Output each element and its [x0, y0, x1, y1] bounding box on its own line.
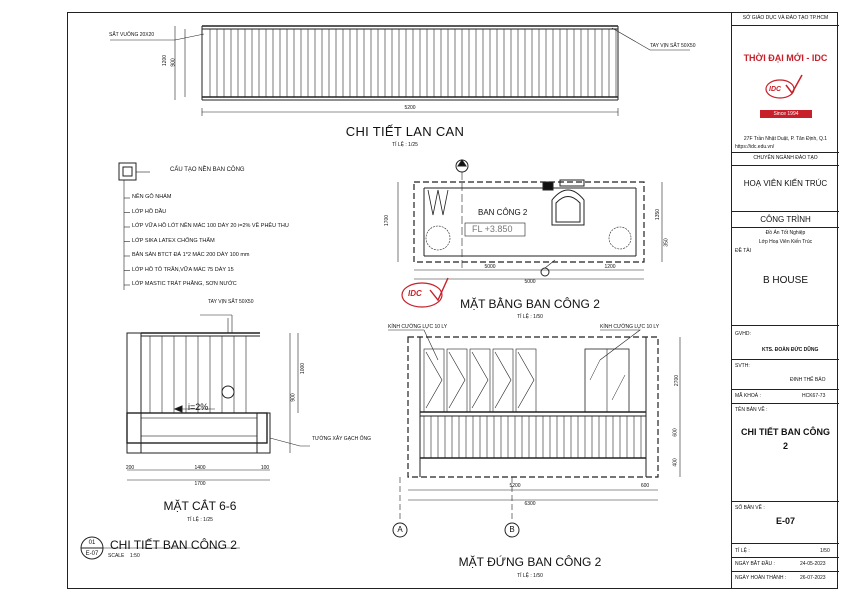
- elevation-scale: TỈ LỆ : 1/50: [517, 573, 543, 579]
- tb-sheetno: E-07: [775, 516, 795, 526]
- section-dim-right-2: 900: [290, 393, 297, 402]
- section-6-6: [127, 315, 310, 480]
- plan-dim-bottom-2: 1200: [604, 264, 616, 270]
- floor-layer-item: NỀN GỖ NHÁM: [132, 194, 172, 200]
- railing-dim-length: 5200: [404, 105, 416, 111]
- tb-end-label: NGÀY HOÀN THÀNH :: [735, 575, 787, 581]
- plan-dim-left: 1700: [384, 214, 391, 227]
- plan-level: FL +3.850: [472, 224, 513, 234]
- section-dim-2: 1400: [194, 465, 206, 471]
- plan-dim-total: 5000: [524, 279, 536, 285]
- plan-dim-right-1: 1350: [655, 208, 662, 221]
- glass-panel: [447, 349, 467, 412]
- tb-school: THỜI ĐẠI MỚI - IDC: [743, 53, 828, 63]
- railing-scale: TỈ LỆ : 1/25: [392, 142, 418, 148]
- elevation-dim-right-3: 400: [672, 458, 679, 467]
- tb-topic-label: ĐỀ TÀI: [735, 248, 752, 254]
- plan-dim-right-2: 350: [663, 238, 670, 247]
- detail-tag-sheet: E-07: [85, 551, 99, 557]
- tb-sheetno-label: SỐ BẢN VẼ :: [735, 505, 765, 511]
- detail-tag-scale-label: SCALE: [108, 553, 125, 559]
- floor-layer-item: LỚP HỒ TÔ TRẦN,VỮA MÁC 75 DÀY 15: [132, 266, 234, 273]
- section-note-side: TƯỜNG XÂY GẠCH ỐNG: [312, 436, 372, 442]
- railing-note-left: SẮT VUÔNG 20X20: [109, 32, 155, 38]
- title-block: [731, 12, 838, 589]
- tb-gvhd: KTS. ĐOÀN ĐỨC DŨNG: [762, 347, 819, 353]
- plan-logo: IDC: [408, 289, 422, 298]
- tb-department: SỞ GIÁO DỤC VÀ ĐÀO TẠO TP.HCM: [742, 15, 829, 21]
- tb-topic: B HOUSE: [762, 275, 808, 286]
- tb-svth-label: SVTH:: [735, 363, 750, 369]
- section-note-top: TAY VỊN SẮT 50X50: [208, 299, 254, 305]
- elevation-dim-right-2: 600: [672, 428, 679, 437]
- glass-swing-mark: [472, 352, 488, 408]
- floor-layer-item: BẢN SÀN BTCT ĐÁ 1*2 MÁC 200 DÀY 100 mm: [132, 252, 250, 258]
- elevation-dim-1: 5200: [509, 483, 521, 489]
- elevation-title: MẶT ĐỨNG BAN CÔNG 2: [458, 555, 602, 569]
- glass-swing-mark: [495, 352, 511, 408]
- glass-panel: [470, 349, 490, 412]
- tb-start: 24-05-2023: [800, 561, 826, 567]
- section-dim-total: 1700: [194, 481, 206, 487]
- railing-dim-h1: 1200: [162, 54, 169, 67]
- axis-a: A: [397, 525, 403, 534]
- elevation-dim-total: 6300: [524, 501, 536, 507]
- plan-title: MẶT BẰNG BAN CÔNG 2: [460, 297, 600, 311]
- section-scale: TỈ LỆ : 1/25: [187, 517, 213, 523]
- tb-address: 27F Trần Nhật Duật, P. Tân Định, Q.1: [743, 136, 828, 142]
- floor-layers-title: CẤU TẠO NỀN BAN CÔNG: [170, 167, 245, 173]
- elevation-note-left: KÍNH CƯỜNG LỰC 10 LY: [388, 324, 448, 330]
- plan-room-label: BAN CÔNG 2: [478, 208, 528, 217]
- section-dim-1: 200: [125, 465, 135, 471]
- tb-start-label: NGÀY BẮT ĐẦU :: [735, 561, 775, 567]
- railing-elevation: [110, 26, 690, 116]
- railing-note-right: TAY VỊN SẮT 50X50: [650, 43, 696, 49]
- tb-svth: ĐINH THẾ BẢO: [790, 377, 826, 383]
- balcony-plan: [398, 160, 662, 279]
- tb-gvhd-label: GVHD:: [735, 331, 751, 337]
- tb-logo: IDC: [769, 86, 782, 93]
- floor-layer-item: LỚP HỒ DẦU: [132, 208, 167, 215]
- plan-scale: TỈ LỆ : 1/50: [517, 314, 543, 320]
- glass-swing-mark: [449, 352, 465, 408]
- elevation-note-right: KÍNH CƯỜNG LỰC 10 LY: [600, 324, 660, 330]
- section-title: MẶT CẮT 6-6: [163, 499, 237, 513]
- floor-layer-item: LỚP SIKA LATEX CHỐNG THẤM: [132, 237, 215, 244]
- tb-logo-mark: [732, 67, 839, 107]
- tb-drawing-label: TÊN BẢN VẼ :: [735, 407, 768, 413]
- tb-drawing-line1: CHI TIẾT BAN CÔNG: [741, 427, 830, 437]
- glass-swing-mark: [518, 352, 534, 408]
- tb-project-label: CÔNG TRÌNH: [760, 215, 811, 224]
- section-slope: i=2%: [188, 402, 209, 412]
- axis-b: B: [509, 525, 515, 534]
- railing-dim-h2: 900: [170, 58, 177, 67]
- tb-makhoa: HCK67-73: [802, 393, 826, 399]
- plan-dim-bottom-1: 5000: [484, 264, 496, 270]
- railing-title: CHI TIẾT LAN CAN: [345, 124, 465, 139]
- section-dim-3: 100: [260, 465, 270, 471]
- tb-program-label: CHUYÊN NGÀNH ĐÀO TẠO: [753, 155, 818, 161]
- tb-since: Since 1994: [760, 110, 812, 118]
- glass-panel: [493, 349, 513, 412]
- tb-program: HOẠ VIÊN KIẾN TRÚC: [743, 179, 828, 188]
- detail-tag-number: 01: [88, 540, 96, 546]
- tb-project-line1: Đồ Án Tốt Nghiệp: [765, 230, 806, 236]
- floor-layer-item: LỚP MASTIC TRÁT PHẲNG, SƠN NƯỚC: [132, 281, 237, 287]
- glass-panel: [424, 349, 444, 412]
- tb-website: https://idc.edu.vn/: [735, 144, 775, 150]
- detail-tag-title: CHI TIẾT BAN CÔNG 2: [110, 538, 237, 552]
- glass-swing-mark: [426, 352, 442, 408]
- glass-panel: [516, 349, 536, 412]
- tb-project-line2: Lớp Hoạ Viên Kiến Trúc: [758, 239, 813, 245]
- section-dim-right-1: 1000: [300, 362, 307, 375]
- tb-makhoa-label: MÃ KHOÁ :: [735, 393, 761, 399]
- elevation-dim-2: 600: [640, 483, 650, 489]
- floor-layer-item: LỚP VỮA HỒ LÓT NỀN MÁC 100 DÀY 20 i=2% VỀ PHỄU THU: [132, 223, 289, 229]
- elevation-dim-right-1: 2700: [674, 374, 681, 387]
- tb-drawing-line2: 2: [782, 441, 788, 451]
- tb-scale: 1/50: [820, 548, 830, 554]
- detail-tag-scale: 1:50: [130, 553, 140, 559]
- tb-scale-label: TỈ LỆ :: [735, 548, 750, 554]
- tb-end: 26-07-2023: [800, 575, 826, 581]
